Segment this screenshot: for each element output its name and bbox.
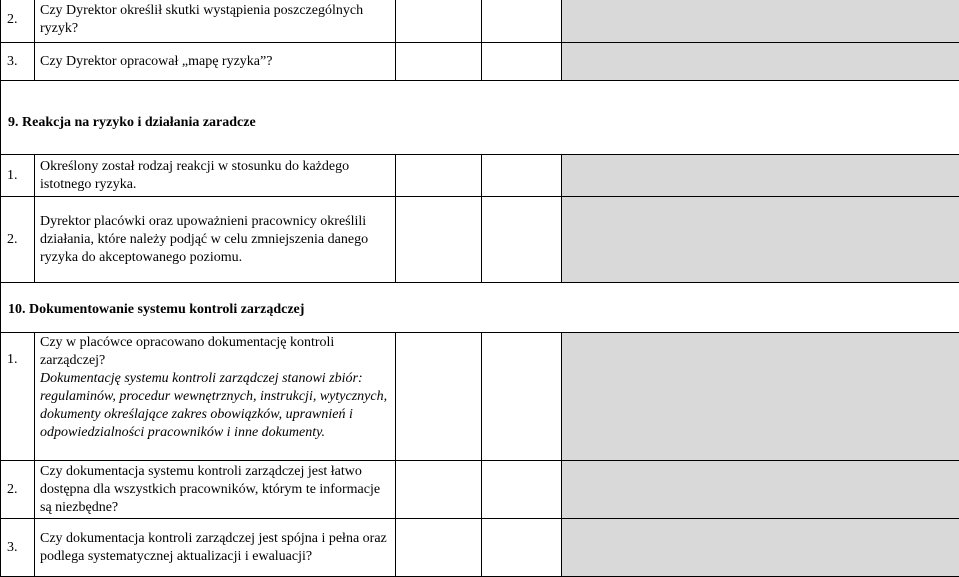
question-text: Czy Dyrektor określił skutki wystąpienia poszczególnych ryzyk? [35, 0, 396, 43]
section-header-row [1, 81, 959, 155]
question-cell [35, 333, 396, 461]
table-row [1, 333, 959, 461]
answer-cell[interactable] [482, 519, 562, 577]
row-number: 2. [1, 197, 35, 283]
answer-cell[interactable] [396, 43, 482, 81]
answer-cell[interactable] [482, 197, 562, 283]
answer-cell[interactable] [396, 155, 482, 197]
shaded-cell [562, 43, 959, 81]
table-row [1, 461, 959, 519]
section-header-row [1, 283, 959, 333]
answer-cell[interactable] [482, 333, 562, 461]
answer-cell[interactable] [482, 0, 562, 43]
answer-cell[interactable] [396, 519, 482, 577]
row-number: 3. [1, 519, 35, 577]
shaded-cell [562, 0, 959, 43]
row-number: 1. [1, 155, 35, 197]
table-row [1, 519, 959, 577]
shaded-cell [562, 155, 959, 197]
section-title: 10. Dokumentowanie systemu kontroli zarządczej [1, 283, 959, 333]
shaded-cell [562, 197, 959, 283]
row-number: 2. [1, 461, 35, 519]
answer-cell[interactable] [482, 461, 562, 519]
answer-cell[interactable] [396, 197, 482, 283]
question-text: Czy Dyrektor opracował „mapę ryzyka”? [35, 43, 396, 81]
answer-cell[interactable] [396, 461, 482, 519]
shaded-cell [562, 519, 959, 577]
shaded-cell [562, 461, 959, 519]
row-number: 1. [1, 333, 35, 461]
question-text: Dyrektor placówki oraz upoważnieni pracownicy określili działania, które należy podjąć w celu zmniejszenia danego ryzyka do akceptowanego poziomu. [35, 197, 396, 283]
shaded-cell [562, 333, 959, 461]
section-title: 9. Reakcja na ryzyko i działania zaradcze [1, 81, 959, 155]
answer-cell[interactable] [396, 333, 482, 461]
table-row [1, 155, 959, 197]
question-text: Określony został rodzaj reakcji w stosunku do każdego istotnego ryzyka. [35, 155, 396, 197]
row-number: 2. [1, 0, 35, 43]
answer-cell[interactable] [482, 155, 562, 197]
question-text: Czy w placówce opracowano dokumentację kontroli zarządczej? [40, 334, 391, 370]
answer-cell[interactable] [482, 43, 562, 81]
question-text: Czy dokumentacja kontroli zarządczej jest spójna i pełna oraz podlega systematycznej aktualizacji i ewaluacji? [35, 519, 396, 577]
row-number: 3. [1, 43, 35, 81]
table-row [1, 43, 959, 81]
question-note: Dokumentację systemu kontroli zarządczej stanowi zbiór: regulaminów, procedur wewnętrznych, instrukcji, wytycznych, dokumenty określające zakres obowiązków, uprawnień i odpowiedzialności pracowników i inne dokumenty. [40, 370, 391, 442]
table-row [1, 0, 959, 43]
answer-cell[interactable] [396, 0, 482, 43]
question-text: Czy dokumentacja systemu kontroli zarządczej jest łatwo dostępna dla wszystkich pracowników, którym te informacje są niezbędne? [35, 461, 396, 519]
table-row [1, 197, 959, 283]
